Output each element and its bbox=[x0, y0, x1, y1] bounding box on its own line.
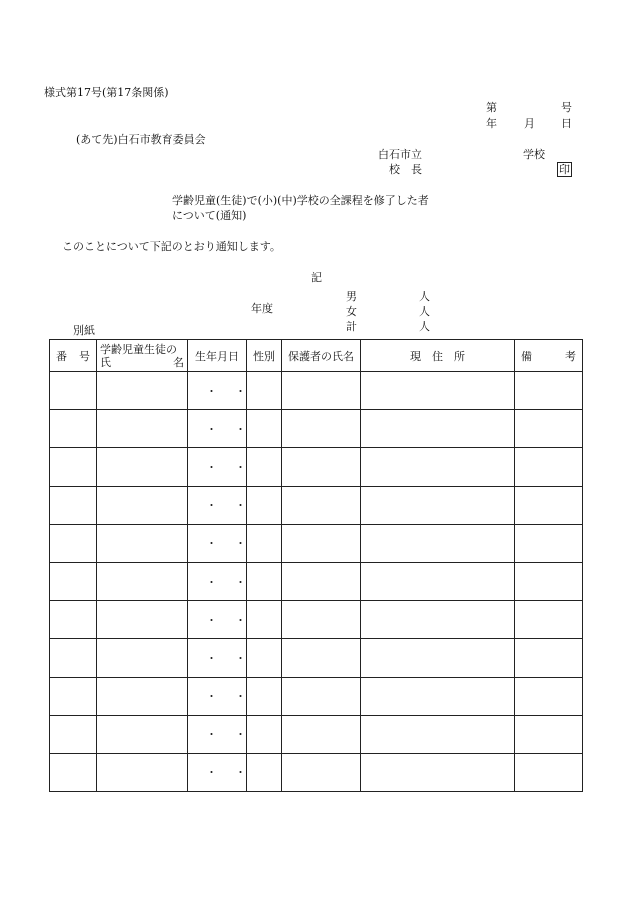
cell-remarks[interactable] bbox=[515, 639, 583, 677]
cell-birthdate[interactable]: ・・ bbox=[188, 562, 247, 600]
principal-label: 校 長 bbox=[389, 163, 422, 176]
cell-guardian[interactable] bbox=[282, 715, 361, 753]
doc-number-prefix: 第 bbox=[486, 101, 497, 114]
table-row bbox=[50, 715, 583, 753]
cell-remarks[interactable] bbox=[515, 372, 583, 410]
seal-text: 印 bbox=[559, 163, 570, 176]
header-student-name bbox=[97, 340, 188, 372]
cell-guardian[interactable] bbox=[282, 562, 361, 600]
cell-birthdate[interactable]: ・・ bbox=[188, 715, 247, 753]
cell-address[interactable] bbox=[361, 562, 515, 600]
cell-student-name[interactable] bbox=[97, 677, 188, 715]
cell-guardian[interactable] bbox=[282, 524, 361, 562]
cell-student-name[interactable] bbox=[97, 562, 188, 600]
cell-birthdate[interactable]: ・・ bbox=[188, 601, 247, 639]
cell-remarks[interactable] bbox=[515, 524, 583, 562]
header-number bbox=[50, 340, 97, 372]
table-row bbox=[50, 448, 583, 486]
cell-remarks[interactable] bbox=[515, 601, 583, 639]
cell-address[interactable] bbox=[361, 753, 515, 791]
cell-remarks[interactable] bbox=[515, 562, 583, 600]
cell-student-name[interactable] bbox=[97, 753, 188, 791]
cell-birthdate[interactable]: ・・ bbox=[188, 410, 247, 448]
table-row bbox=[50, 524, 583, 562]
cell-birthdate[interactable]: ・・ bbox=[188, 753, 247, 791]
cell-student-name[interactable] bbox=[97, 486, 188, 524]
attachment-label: 別紙 bbox=[73, 324, 95, 337]
cell-remarks[interactable] bbox=[515, 753, 583, 791]
header-address: 現 住 所 bbox=[361, 340, 515, 372]
title-line-2: について(通知) bbox=[172, 209, 247, 222]
cell-birthdate[interactable]: ・・ bbox=[188, 524, 247, 562]
cell-birthdate[interactable]: ・・ bbox=[188, 486, 247, 524]
cell-address[interactable] bbox=[361, 524, 515, 562]
cell-guardian[interactable] bbox=[282, 601, 361, 639]
cell-remarks[interactable] bbox=[515, 410, 583, 448]
cell-number[interactable] bbox=[50, 753, 97, 791]
cell-guardian[interactable] bbox=[282, 486, 361, 524]
header-sex: 性別 bbox=[247, 340, 282, 372]
header-student-name-mei: 名 bbox=[173, 355, 184, 369]
cell-student-name[interactable] bbox=[97, 639, 188, 677]
cell-address[interactable] bbox=[361, 639, 515, 677]
cell-remarks[interactable] bbox=[515, 486, 583, 524]
cell-number[interactable] bbox=[50, 410, 97, 448]
header-student-name-line1: 学齢児童生徒の bbox=[100, 342, 177, 356]
cell-number[interactable] bbox=[50, 562, 97, 600]
cell-student-name[interactable] bbox=[97, 601, 188, 639]
title-line-1: 学齢児童(生徒)で(小)(中)学校の全課程を修了した者 bbox=[172, 194, 429, 207]
count-unit-female: 人 bbox=[419, 305, 430, 318]
addressee: (あて先)白石市教育委員会 bbox=[76, 133, 206, 146]
cell-guardian[interactable] bbox=[282, 677, 361, 715]
count-label-female: 女 bbox=[346, 305, 357, 318]
cell-birthdate[interactable]: ・・ bbox=[188, 639, 247, 677]
cell-birthdate[interactable]: ・・ bbox=[188, 677, 247, 715]
date-year: 年 bbox=[486, 117, 497, 130]
school-prefix: 白石市立 bbox=[378, 148, 422, 161]
cell-guardian[interactable] bbox=[282, 448, 361, 486]
cell-birthdate[interactable]: ・・ bbox=[188, 372, 247, 410]
cell-address[interactable] bbox=[361, 410, 515, 448]
date-day: 日 bbox=[561, 117, 572, 130]
header-remarks-1: 備 bbox=[521, 349, 532, 363]
cell-address[interactable] bbox=[361, 677, 515, 715]
header-number-1: 番 bbox=[56, 349, 67, 363]
cell-number[interactable] bbox=[50, 486, 97, 524]
cell-guardian[interactable] bbox=[282, 410, 361, 448]
student-table bbox=[49, 339, 583, 792]
header-remarks bbox=[515, 340, 583, 372]
table-row bbox=[50, 639, 583, 677]
count-label-male: 男 bbox=[346, 290, 357, 303]
cell-number[interactable] bbox=[50, 524, 97, 562]
fiscal-year-label: 年度 bbox=[251, 302, 273, 315]
count-unit-male: 人 bbox=[419, 290, 430, 303]
ki-heading: 記 bbox=[311, 271, 322, 284]
cell-address[interactable] bbox=[361, 715, 515, 753]
header-student-name-shi: 氏 bbox=[100, 355, 111, 369]
count-label-total: 計 bbox=[346, 320, 357, 333]
table-row bbox=[50, 677, 583, 715]
cell-student-name[interactable] bbox=[97, 448, 188, 486]
cell-number[interactable] bbox=[50, 715, 97, 753]
form-number-label: 様式第17号(第17条関係) bbox=[44, 86, 169, 99]
header-birthdate: 生年月日 bbox=[188, 340, 247, 372]
cell-number[interactable] bbox=[50, 601, 97, 639]
cell-student-name[interactable] bbox=[97, 524, 188, 562]
date-month: 月 bbox=[524, 117, 535, 130]
table-row bbox=[50, 562, 583, 600]
cell-remarks[interactable] bbox=[515, 715, 583, 753]
body-text: このことについて下記のとおり通知します。 bbox=[62, 240, 281, 253]
cell-birthdate[interactable]: ・・ bbox=[188, 448, 247, 486]
table-row bbox=[50, 410, 583, 448]
seal-mark bbox=[557, 163, 572, 176]
cell-address[interactable] bbox=[361, 372, 515, 410]
header-guardian: 保護者の氏名 bbox=[282, 340, 361, 372]
cell-student-name[interactable] bbox=[97, 715, 188, 753]
table-row bbox=[50, 753, 583, 791]
cell-number[interactable] bbox=[50, 677, 97, 715]
cell-student-name[interactable] bbox=[97, 410, 188, 448]
cell-address[interactable] bbox=[361, 448, 515, 486]
school-suffix: 学校 bbox=[523, 148, 545, 161]
cell-remarks[interactable] bbox=[515, 448, 583, 486]
header-number-2: 号 bbox=[79, 349, 90, 363]
cell-number[interactable] bbox=[50, 639, 97, 677]
cell-number[interactable] bbox=[50, 448, 97, 486]
table-row bbox=[50, 372, 583, 410]
cell-remarks[interactable] bbox=[515, 677, 583, 715]
cell-guardian[interactable] bbox=[282, 753, 361, 791]
table-row bbox=[50, 601, 583, 639]
doc-number-suffix: 号 bbox=[561, 101, 572, 114]
cell-student-name[interactable] bbox=[97, 372, 188, 410]
cell-address[interactable] bbox=[361, 601, 515, 639]
header-remarks-2: 考 bbox=[565, 349, 576, 363]
cell-guardian[interactable] bbox=[282, 639, 361, 677]
cell-address[interactable] bbox=[361, 486, 515, 524]
count-unit-total: 人 bbox=[419, 320, 430, 333]
table-header-row bbox=[50, 340, 583, 372]
cell-number[interactable] bbox=[50, 372, 97, 410]
cell-guardian[interactable] bbox=[282, 372, 361, 410]
table-row bbox=[50, 486, 583, 524]
